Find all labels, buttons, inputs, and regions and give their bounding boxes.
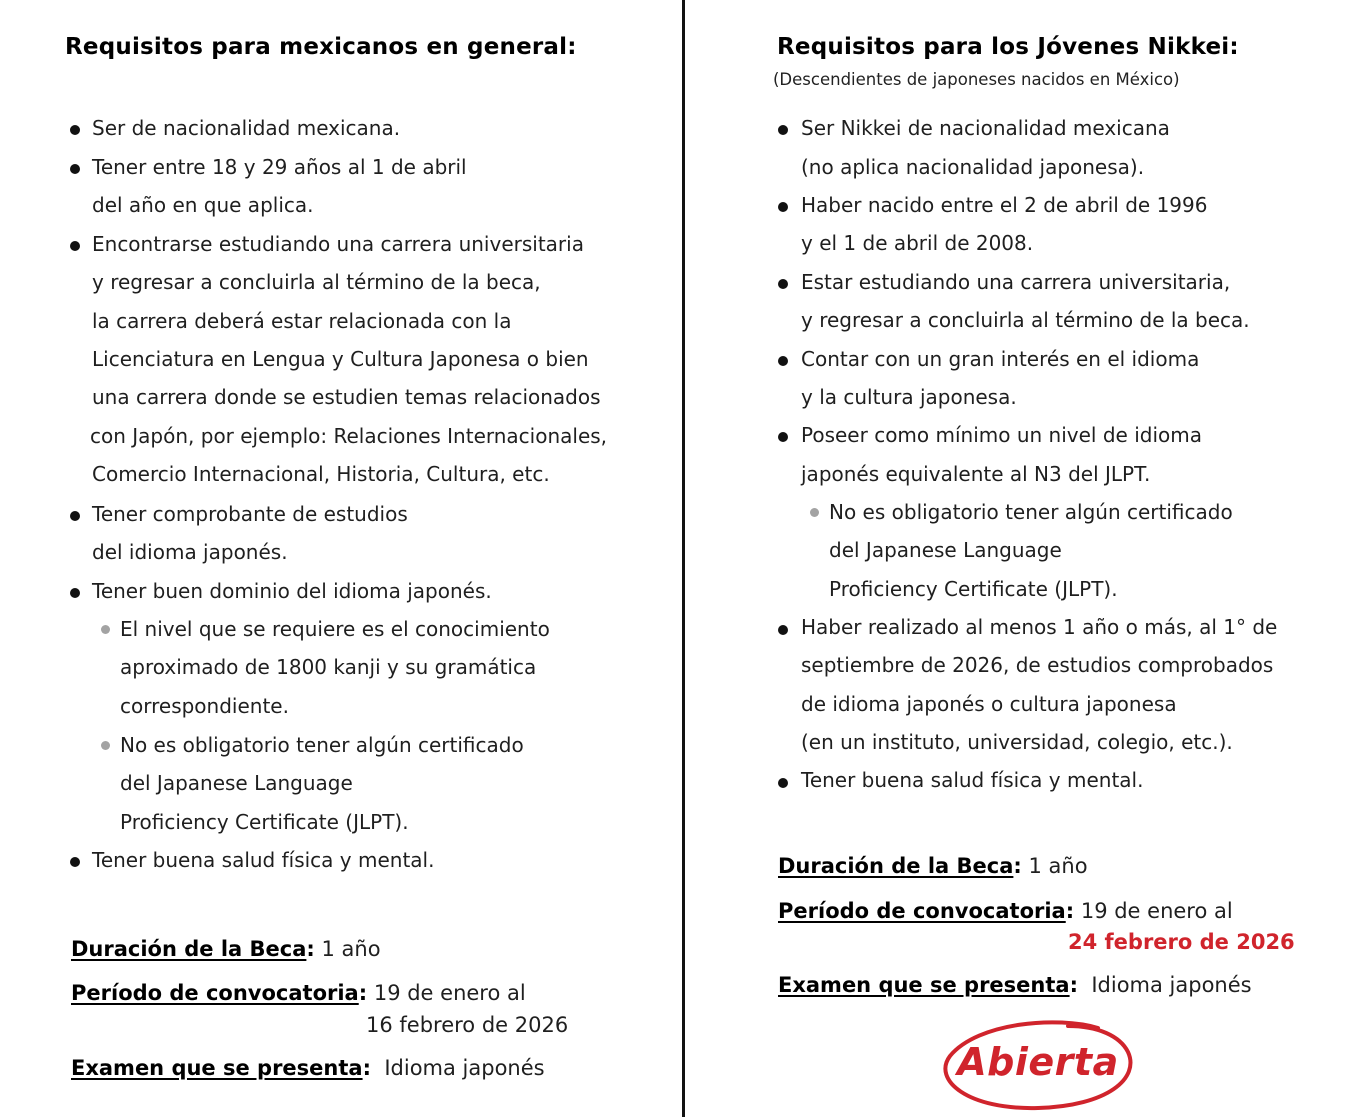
open-status-stamp [938, 1018, 1138, 1114]
requirement-line: Tener buena salud física y mental. [801, 768, 1144, 792]
requirement-subline: No es obligatorio tener algún certificado [829, 500, 1233, 524]
requirement-line: Ser Nikkei de nacionalidad mexicana [801, 116, 1170, 140]
requirement-line: y la cultura japonesa. [801, 385, 1017, 409]
requirement-line: con Japón, por ejemplo: Relaciones Internacionales, [90, 424, 608, 448]
sub-bullet-icon [101, 625, 110, 634]
requirement-line: Encontrarse estudiando una carrera universitaria [92, 232, 584, 256]
requirement-line: Haber realizado al menos 1 año o más, al 1° de [801, 615, 1278, 639]
requirement-line: Licenciatura en Lengua y Cultura Japonesa o bien [92, 347, 589, 371]
requirement-line: japonés equivalente al N3 del JLPT. [801, 462, 1151, 486]
requirement-subline: Proficiency Certificate (JLPT). [120, 810, 409, 834]
exam-info: Examen que se presenta: Idioma japonés [778, 973, 1252, 997]
bullet-icon [70, 164, 80, 174]
exam-value: Idioma japonés [384, 1056, 545, 1080]
duration-label: Duración de la Beca [778, 854, 1014, 878]
requirement-subline: del Japanese Language [829, 538, 1062, 562]
sub-bullet-icon [810, 508, 819, 517]
bullet-icon [778, 625, 788, 635]
period-end-date-highlight: 24 febrero de 2026 [1068, 930, 1295, 954]
nikkei-requirements-title: Requisitos para los Jóvenes Nikkei: [777, 34, 1239, 60]
bullet-icon [70, 241, 80, 251]
sub-bullet-icon [101, 741, 110, 750]
bullet-icon [70, 511, 80, 521]
bullet-icon [778, 356, 788, 366]
exam-value: Idioma japonés [1091, 973, 1252, 997]
requirement-subline: El nivel que se requiere es el conocimiento [120, 617, 550, 641]
exam-info: Examen que se presenta: Idioma japonés [71, 1056, 545, 1080]
bullet-icon [70, 125, 80, 135]
period-label: Período de convocatoria [71, 981, 359, 1005]
requirement-line: la carrera deberá estar relacionada con la [92, 309, 512, 333]
requirement-line: Contar con un gran interés en el idioma [801, 347, 1200, 371]
requirement-subline: No es obligatorio tener algún certificado [120, 733, 524, 757]
general-requirements-title: Requisitos para mexicanos en general: [65, 34, 577, 60]
requirement-line: Tener comprobante de estudios [92, 502, 408, 526]
exam-label: Examen que se presenta [778, 973, 1070, 997]
bullet-icon [778, 202, 788, 212]
period-end-date: 16 febrero de 2026 [366, 1013, 569, 1037]
requirement-line: una carrera donde se estudien temas relacionados [92, 385, 601, 409]
period-value: 19 de enero al [1080, 899, 1233, 923]
requirement-subline: aproximado de 1800 kanji y su gramática [120, 655, 537, 679]
requirement-subline: del Japanese Language [120, 771, 353, 795]
requirement-line: Poseer como mínimo un nivel de idioma [801, 423, 1202, 447]
bullet-icon [778, 279, 788, 289]
requirement-line: Comercio Internacional, Historia, Cultura, etc. [92, 462, 550, 486]
requirement-line: Haber nacido entre el 2 de abril de 1996 [801, 193, 1208, 217]
period-info: Período de convocatoria: 19 de enero al [778, 899, 1233, 923]
requirement-line: de idioma japonés o cultura japonesa [801, 692, 1177, 716]
bullet-icon [778, 778, 788, 788]
requirement-subline: correspondiente. [120, 694, 289, 718]
period-value: 19 de enero al [373, 981, 526, 1005]
requirement-line: Tener buen dominio del idioma japonés. [92, 579, 492, 603]
requirement-subline: Proficiency Certificate (JLPT). [829, 577, 1118, 601]
period-label: Período de convocatoria [778, 899, 1066, 923]
duration-info: Duración de la Beca: 1 año [778, 854, 1088, 878]
duration-info: Duración de la Beca: 1 año [71, 937, 381, 961]
requirement-line: y regresar a concluirla al término de la beca. [801, 308, 1250, 332]
requirement-line: Tener entre 18 y 29 años al 1 de abril [92, 155, 467, 179]
column-divider [682, 0, 685, 1117]
bullet-icon [70, 857, 80, 867]
bullet-icon [778, 125, 788, 135]
bullet-icon [778, 432, 788, 442]
duration-value: 1 año [1028, 854, 1088, 878]
requirement-line: septiembre de 2026, de estudios comprobados [801, 653, 1274, 677]
bullet-icon [70, 588, 80, 598]
stamp-label: Abierta [957, 1040, 1119, 1084]
requirement-line: Ser de nacionalidad mexicana. [92, 116, 401, 140]
exam-label: Examen que se presenta [71, 1056, 363, 1080]
requirement-line: Estar estudiando una carrera universitaria, [801, 270, 1231, 294]
requirement-line: (en un instituto, universidad, colegio, etc.). [801, 730, 1233, 754]
requirement-line: y el 1 de abril de 2008. [801, 231, 1034, 255]
requirement-line: (no aplica nacionalidad japonesa). [801, 155, 1145, 179]
nikkei-subtitle: (Descendientes de japoneses nacidos en México) [773, 70, 1180, 89]
duration-value: 1 año [321, 937, 381, 961]
requirement-line: y regresar a concluirla al término de la beca, [92, 270, 541, 294]
duration-label: Duración de la Beca [71, 937, 307, 961]
requirement-line: Tener buena salud física y mental. [92, 848, 435, 872]
requirement-line: del año en que aplica. [92, 193, 314, 217]
requirement-line: del idioma japonés. [92, 540, 288, 564]
period-info: Período de convocatoria: 19 de enero al [71, 981, 526, 1005]
